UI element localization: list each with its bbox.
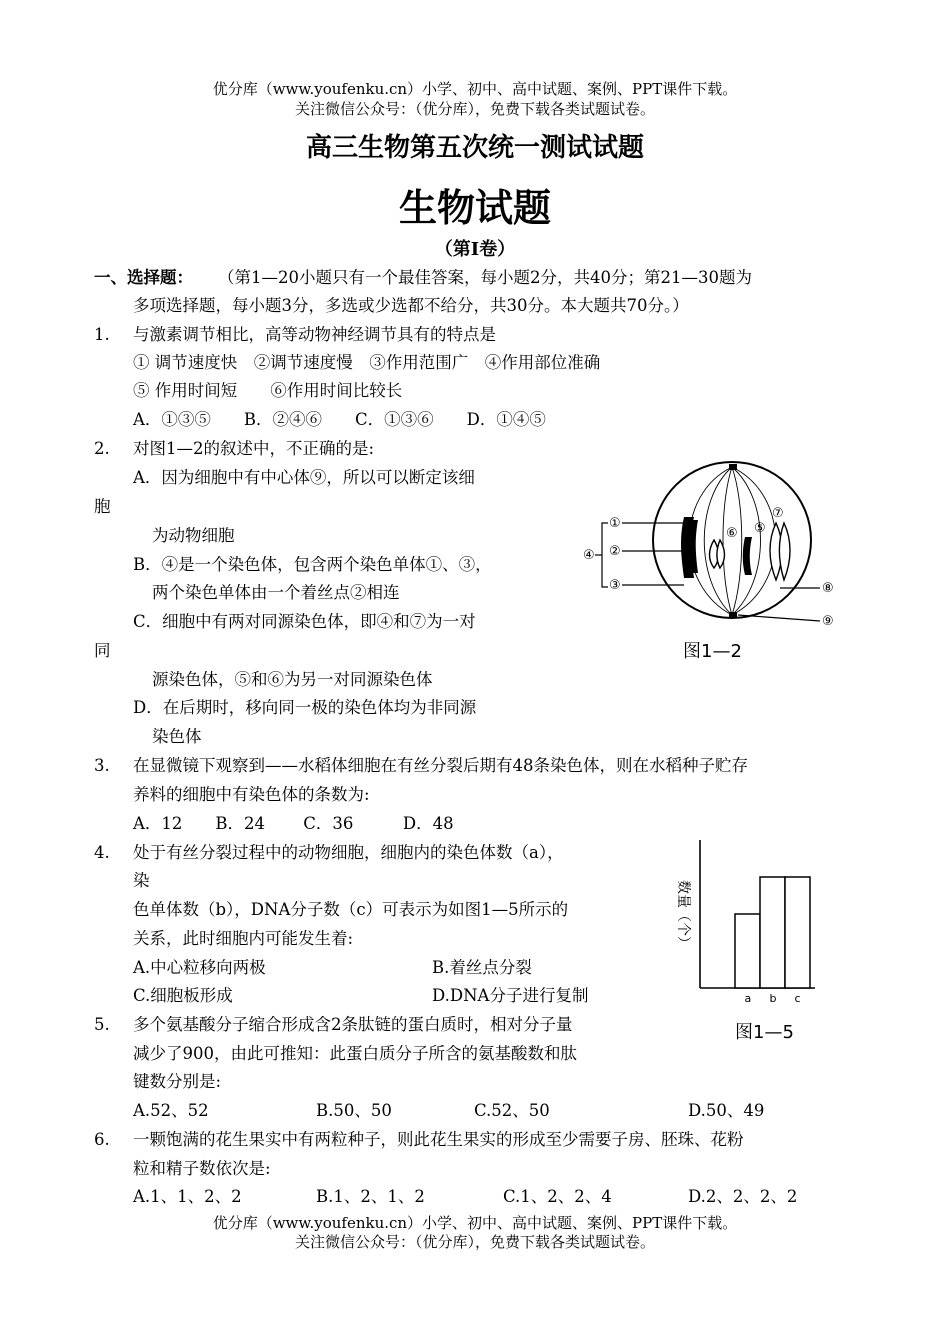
q2-number: 2. (94, 439, 110, 458)
footer-line-1: 优分库（www.youfenku.cn）小学、初中、高中试题、案例、PPT课件下载。 (212, 1214, 738, 1232)
q6-number: 6. (94, 1130, 110, 1149)
fig-label-8: ⑧ (822, 581, 834, 596)
figure-1-2-caption: 图1—2 (683, 641, 742, 662)
header-line-1: 优分库（www.youfenku.cn）小学、初中、高中试题、案例、PPT课件下载。 (212, 80, 738, 98)
q2-option-d-2: 染色体 (152, 727, 202, 746)
x-tick-c: c (794, 992, 801, 1005)
fig-label-4: ④ (583, 548, 595, 563)
q5-stem-1: 多个氨基酸分子缩合形成含2条肽链的蛋白质时，相对分子量 (133, 1015, 573, 1034)
fig-label-7: ⑦ (772, 506, 784, 521)
x-tick-a: a (744, 992, 752, 1005)
q2-option-c-3: 源染色体，⑤和⑥为另一对同源染色体 (152, 670, 433, 689)
bar-b (760, 877, 785, 988)
q5-stem-3: 键数分别是: (133, 1072, 222, 1091)
q3-options: A．12 B．24 C．36 D．48 (133, 814, 454, 833)
fig-label-1: ① (609, 516, 621, 531)
page-title: 高三生物第五次统一测试试题 (305, 133, 644, 163)
q5-option-b: B.50、50 (316, 1101, 392, 1120)
fig-label-3: ③ (609, 578, 621, 593)
q5-stem-2: 减少了900，由此可推知：此蛋白质分子所含的氨基酸数和肽 (133, 1044, 577, 1063)
q4-option-d: D.DNA分子进行复制 (432, 986, 589, 1005)
footer-line-2: 关注微信公众号：（优分库），免费下载各类试题试卷。 (294, 1233, 655, 1251)
q2-option-c-1: C．细胞中有两对同源染色体，即④和⑦为一对 (133, 612, 476, 631)
q1-options: A．①③⑤ B．②④⑥ C．①③⑥ D．①④⑤ (133, 410, 546, 429)
q1-items-1: ① 调节速度快 ②调节速度慢 ③作用范围广 ④作用部位准确 (133, 353, 601, 372)
q6-stem-2: 粒和精子数依次是: (133, 1159, 271, 1178)
fig-label-2: ② (609, 544, 621, 559)
chart-ylabel: 数量（个） (675, 880, 691, 950)
q4-option-c: C.细胞板形成 (133, 986, 233, 1005)
q2-stem: 对图1—2的叙述中，不正确的是: (133, 439, 375, 458)
q4-number: 4. (94, 843, 110, 862)
q2-option-a-2: 胞 (94, 497, 111, 516)
q2-option-c-2: 同 (94, 641, 111, 660)
q1-number: 1. (94, 325, 110, 344)
q2-option-d-1: D．在后期时，移向同一极的染色体均为非同源 (133, 698, 477, 717)
q2-option-b-1: B．④是一个染色体，包含两个染色单体①、③， (133, 555, 492, 574)
q2-option-a-3: 为动物细胞 (152, 526, 235, 545)
section-desc-2: 多项选择题，每小题3分，多选或少选都不给分，共30分。本大题共70分。） (133, 296, 689, 315)
q4-stem-1: 处于有丝分裂过程中的动物细胞，细胞内的染色体数（a）， (133, 843, 564, 862)
figure-1-5-caption: 图1—5 (735, 1022, 794, 1043)
q6-option-c: C.1、2、2、4 (503, 1187, 612, 1206)
q1-items-2: ⑤ 作用时间短 ⑥作用时间比较长 (133, 381, 403, 400)
section-label: 一、选择题： (94, 268, 193, 287)
q6-option-a: A.1、1、2、2 (133, 1187, 242, 1206)
q3-stem-1: 在显微镜下观察到——水稻体细胞在有丝分裂后期有48条染色体，则在水稻种子贮存 (133, 756, 748, 775)
q5-option-c: C.52、50 (474, 1101, 550, 1120)
fig-label-6: ⑥ (726, 526, 738, 541)
q5-option-d: D.50、49 (688, 1101, 765, 1120)
fig-label-9: ⑨ (822, 614, 834, 629)
q6-stem-1: 一颗饱满的花生果实中有两粒种子，则此花生果实的形成至少需要子房、胚珠、花粉 (133, 1130, 744, 1149)
bar-c (785, 877, 810, 988)
page-subtitle: 生物试题 (398, 185, 551, 230)
q6-option-d: D.2、2、2、2 (688, 1187, 798, 1206)
q4-stem-2: 染 (133, 871, 150, 890)
q5-number: 5. (94, 1015, 110, 1034)
volume-label: （第Ⅰ卷） (434, 239, 516, 260)
cell-division-figure (580, 455, 850, 675)
q3-number: 3. (94, 756, 110, 775)
section-desc-1: （第1—20小题只有一个最佳答案，每小题2分，共40分；第21—30题为 (218, 268, 752, 287)
q5-option-a: A.52、52 (133, 1101, 209, 1120)
q4-stem-3: 色单体数（b），DNA分子数（c）可表示为如图1—5所示的 (133, 900, 569, 919)
q2-option-b-2: 两个染色单体由一个着丝点②相连 (152, 583, 400, 602)
bar-a (735, 914, 760, 988)
q4-stem-4: 关系，此时细胞内可能发生着: (133, 929, 354, 948)
q4-option-b: B.着丝点分裂 (432, 958, 532, 977)
x-tick-b: b (769, 992, 777, 1005)
q3-stem-2: 养料的细胞中有染色体的条数为: (133, 785, 370, 804)
q2-option-a-1: A．因为细胞中有中心体⑨，所以可以断定该细 (133, 468, 475, 487)
figure-1-5-chart (665, 830, 825, 1050)
q1-stem: 与激素调节相比，高等动物神经调节具有的特点是 (133, 325, 496, 344)
header-line-2: 关注微信公众号：（优分库），免费下载各类试题试卷。 (294, 100, 655, 118)
fig-label-5: ⑤ (754, 521, 766, 536)
q4-option-a: A.中心粒移向两极 (133, 958, 266, 977)
q6-option-b: B.1、2、1、2 (316, 1187, 425, 1206)
